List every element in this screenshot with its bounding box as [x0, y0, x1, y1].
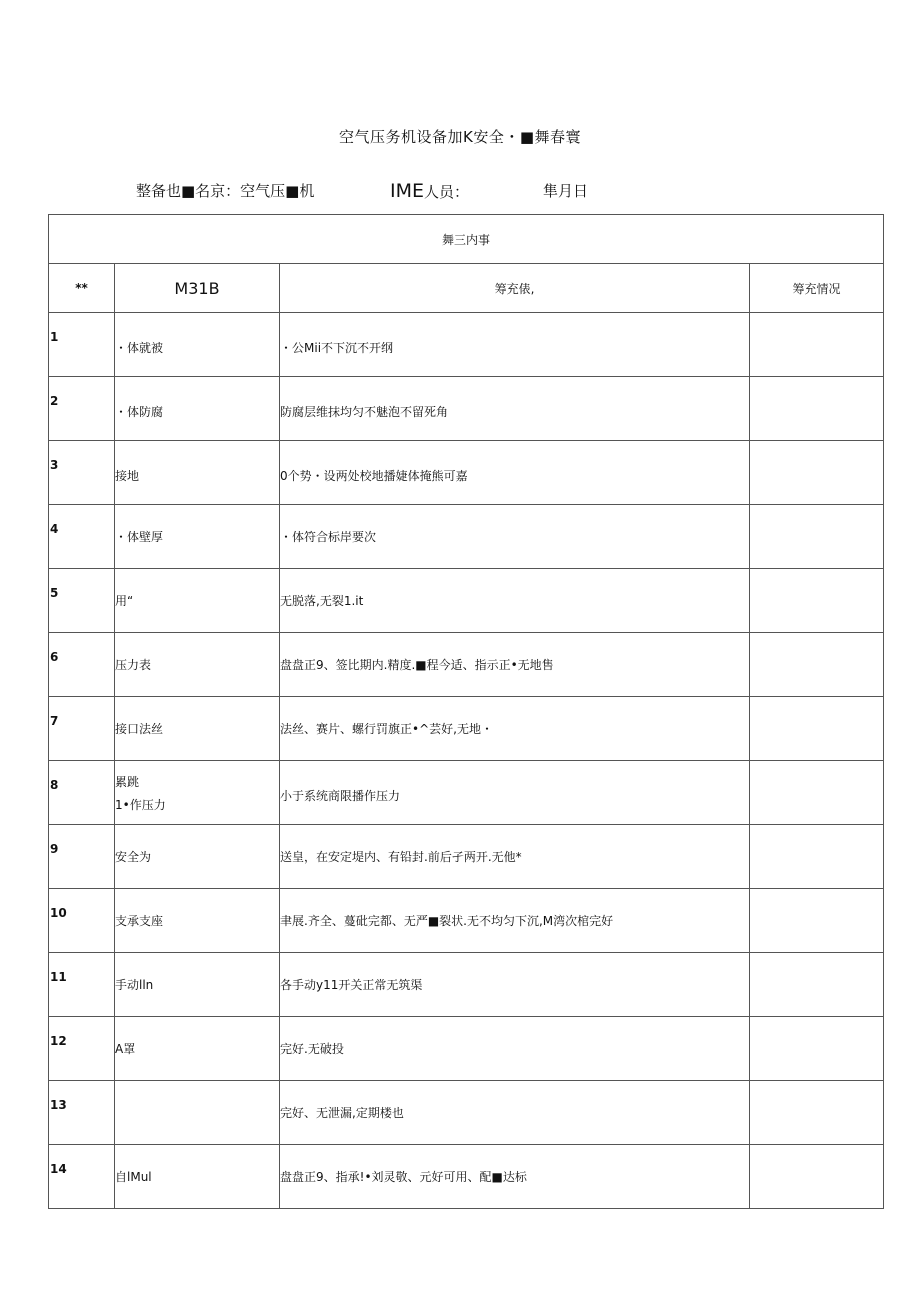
header-item: M31B: [115, 264, 280, 313]
inspection-item: 支承支座: [115, 889, 280, 953]
row-number: [49, 377, 115, 441]
inspection-result-cell[interactable]: [750, 633, 884, 697]
row-number-text: 12: [50, 1034, 67, 1048]
inspection-result-cell[interactable]: [750, 505, 884, 569]
inspection-requirement: 聿展.齐全、蔓砒完都、无严■裂状.无不均匀下沉,M湾次棺完好: [280, 889, 750, 953]
inspection-requirement: 完好.无破投: [280, 1017, 750, 1081]
table-row: [49, 1017, 884, 1081]
inspection-item: 安全为: [115, 825, 280, 889]
row-number: [49, 1145, 115, 1209]
row-number: [49, 313, 115, 377]
inspection-result-cell[interactable]: [750, 697, 884, 761]
inspection-item: 接口法丝: [115, 697, 280, 761]
row-number: [49, 1017, 115, 1081]
inspection-requirement: 盘盘正9、签比期内.精度.■程今适、指示正•无地售: [280, 633, 750, 697]
inspection-requirement: 0个势・设两处校地播婕体掩熊可嘉: [280, 441, 750, 505]
row-number: [49, 569, 115, 633]
inspection-item: 自lMul: [115, 1145, 280, 1209]
row-number-text: 7: [50, 714, 59, 728]
inspection-item: 用“: [115, 569, 280, 633]
row-number: [49, 441, 115, 505]
row-number: [49, 953, 115, 1017]
inspection-item-line: 累跳: [115, 774, 140, 789]
table-row: [49, 697, 884, 761]
inspection-requirement: 完好、无泄漏,定期楼也: [280, 1081, 750, 1145]
inspection-item: [115, 1081, 280, 1145]
table-row: [49, 505, 884, 569]
row-number-text: 4: [50, 522, 59, 536]
inspection-requirement: 盘盘正9、指承!•刘灵敬、元好可用、配■达标: [280, 1145, 750, 1209]
inspection-requirement: ・公Mii不下沉不开纲: [280, 313, 750, 377]
table-row: [49, 633, 884, 697]
row-number-text: 2: [50, 394, 59, 408]
inspection-requirement: 各手动y11开关正常无筑渠: [280, 953, 750, 1017]
table-row: [49, 1145, 884, 1209]
inspection-item: 接地: [115, 441, 280, 505]
inspection-requirement: 送皇，在安定堤内、有铅封.前后孑两开.无他*: [280, 825, 750, 889]
row-number: [49, 889, 115, 953]
inspection-result-cell[interactable]: [750, 761, 884, 825]
inspection-result-cell[interactable]: [750, 953, 884, 1017]
inspection-item-line: 1•作压力: [115, 797, 166, 812]
table-row: [49, 761, 884, 825]
inspection-requirement: ・体符合标岸要次: [280, 505, 750, 569]
row-number: [49, 633, 115, 697]
table-row: [49, 377, 884, 441]
inspector-field: [390, 180, 469, 202]
row-number: [49, 697, 115, 761]
table-row: [49, 825, 884, 889]
header-requirement: 筹充俵,: [280, 264, 750, 313]
row-number-text: 5: [50, 586, 59, 600]
row-number: [49, 761, 115, 825]
table-row: [49, 953, 884, 1017]
table-row: [49, 313, 884, 377]
row-number-text: 3: [50, 458, 59, 472]
inspection-requirement: 防腐层维抹均匀不魅泡不留死角: [280, 377, 750, 441]
table-header-row: [49, 264, 884, 313]
inspection-item: 压力表: [115, 633, 280, 697]
row-number: [49, 1081, 115, 1145]
inspector-label: 人员：: [424, 183, 470, 201]
inspection-item: ・体就被: [115, 313, 280, 377]
inspection-item: A罩: [115, 1017, 280, 1081]
inspection-result-cell[interactable]: [750, 1081, 884, 1145]
table-row: [49, 1081, 884, 1145]
date-field: 隼月日: [543, 182, 589, 200]
row-number-text: 11: [50, 970, 67, 984]
inspection-result-cell[interactable]: [750, 889, 884, 953]
inspection-table: [48, 214, 884, 1209]
row-number-text: 10: [50, 906, 67, 920]
inspection-result-cell[interactable]: [750, 441, 884, 505]
inspection-item: [115, 761, 280, 825]
row-number-text: 13: [50, 1098, 67, 1112]
inspection-item: ・体壁厚: [115, 505, 280, 569]
header-no: **: [49, 264, 115, 313]
row-number-text: 9: [50, 842, 59, 856]
table-body: [49, 313, 884, 1209]
inspection-result-cell[interactable]: [750, 825, 884, 889]
inspection-result-cell[interactable]: [750, 1017, 884, 1081]
inspector-prefix: IME: [390, 180, 425, 202]
inspection-result-cell[interactable]: [750, 313, 884, 377]
inspection-item: ・体防腐: [115, 377, 280, 441]
document-title: 空气压务机设备加K安全・■舞春寰: [338, 128, 581, 146]
inspection-item: 手动lln: [115, 953, 280, 1017]
row-number-text: 14: [50, 1162, 67, 1176]
table-row: [49, 889, 884, 953]
header-result: 筹充情况: [750, 264, 884, 313]
device-name-field: 整备也■名京：空气压■机: [136, 182, 315, 200]
table-row: [49, 569, 884, 633]
row-number: [49, 825, 115, 889]
table-row: [49, 441, 884, 505]
row-number-text: 6: [50, 650, 59, 664]
row-number-text: 8: [50, 778, 59, 792]
row-number-text: 1: [50, 330, 59, 344]
row-number: [49, 505, 115, 569]
table-caption: 舞三内事: [49, 215, 884, 264]
inspection-requirement: 无脱落,无裂1.it: [280, 569, 750, 633]
inspection-requirement: 小于系统商限播作压力: [280, 761, 750, 825]
inspection-result-cell[interactable]: [750, 569, 884, 633]
inspection-result-cell[interactable]: [750, 377, 884, 441]
inspection-requirement: 法丝、赛片、螺行罚旗正•^芸好,无地・: [280, 697, 750, 761]
inspection-result-cell[interactable]: [750, 1145, 884, 1209]
